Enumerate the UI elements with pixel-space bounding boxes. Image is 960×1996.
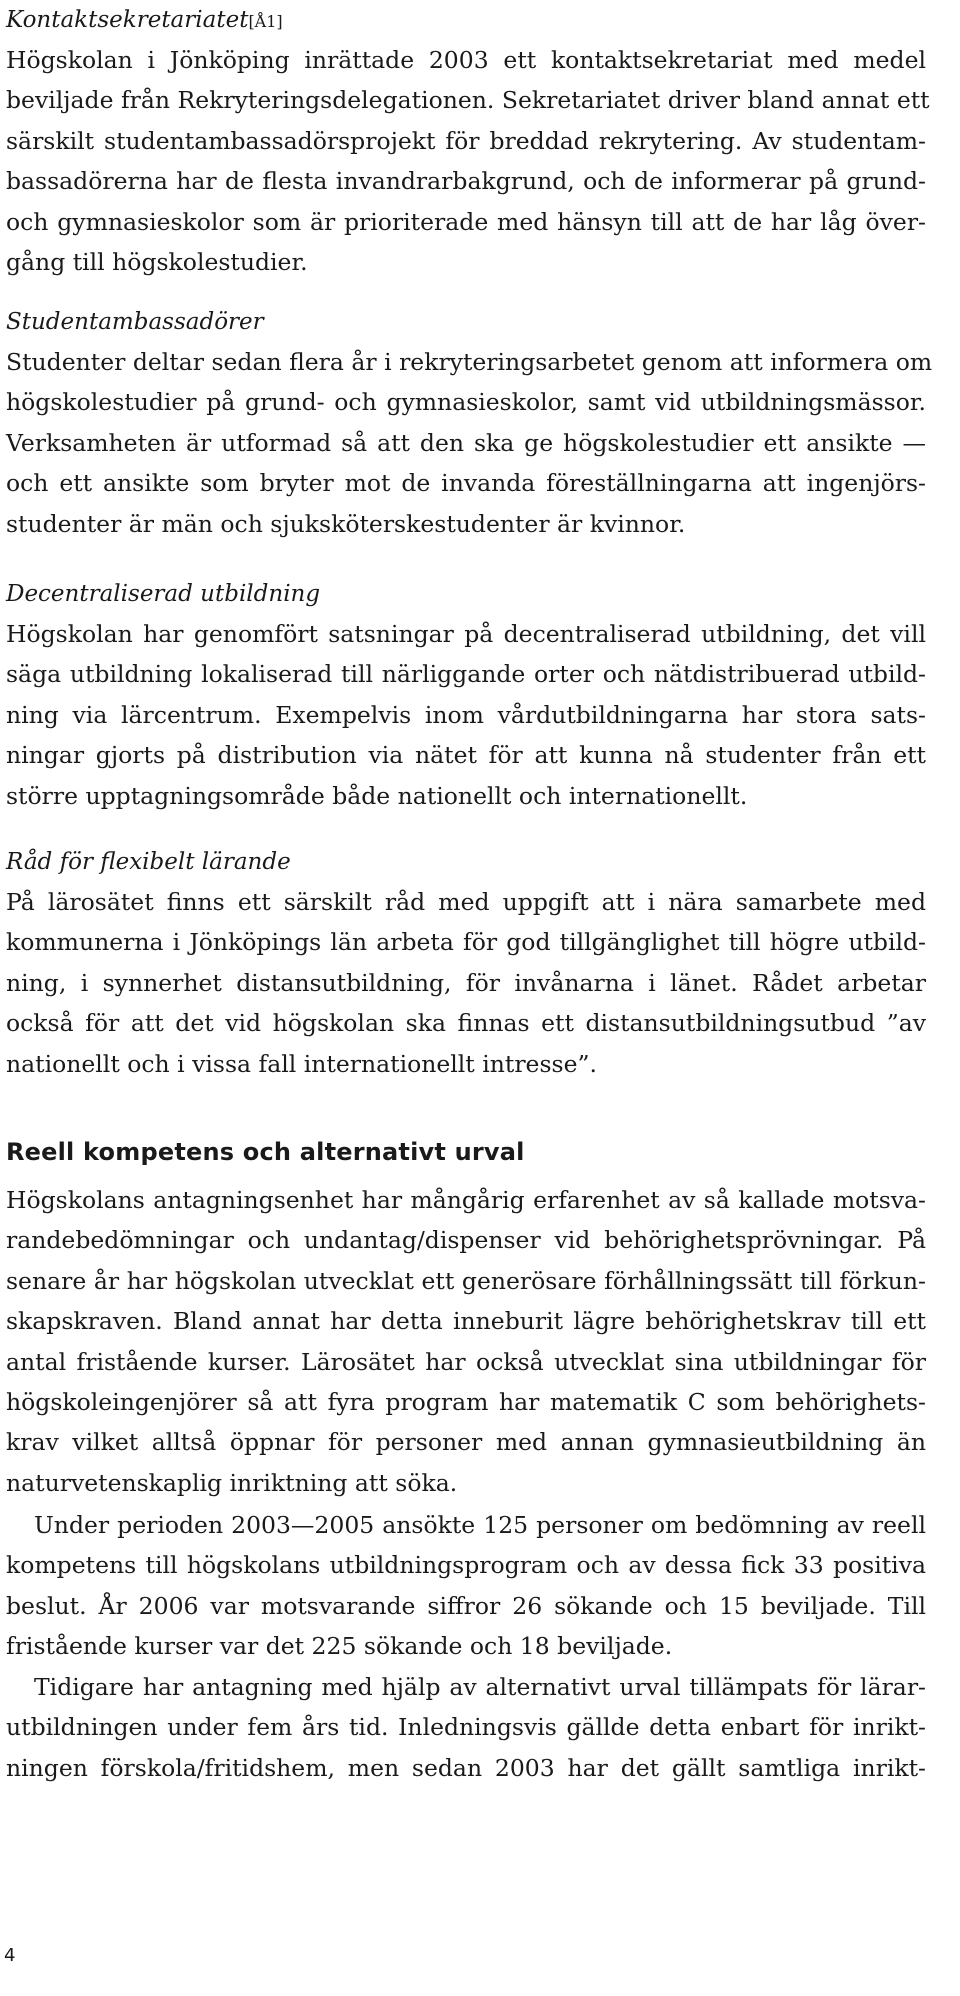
text-line: Högskolan har genomfört satsningar på decentraliserad utbildning, det vill <box>6 620 926 648</box>
text-line: beviljade från Rekryteringsdelegationen. Sekretariatet driver bland annat ett <box>6 86 930 115</box>
section-reell-kompetens <box>6 1132 926 1172</box>
text-line: säga utbildning lokaliserad till närliggande orter och nätdistribuerad utbild- <box>6 660 926 689</box>
text-line: Studenter deltar sedan flera år i rekryteringsarbetet genom att informera om <box>6 348 933 376</box>
text-line: också för att det vid högskolan ska finnas ett distansutbildningsutbud ”av <box>6 1009 926 1038</box>
text-line: högskoleingenjörer så att fyra program har matematik C som behörighets- <box>6 1387 926 1416</box>
comment-marker: [Å1] <box>248 12 283 31</box>
text-line: kommunerna i Jönköpings län arbeta för god tillgänglighet till högre utbild- <box>6 928 926 957</box>
text-line: ningen förskola/fritidshem, men sedan 2003 har det gällt samtliga inrikt- <box>6 1753 926 1782</box>
text-line: gång till högskolestudier. <box>6 247 308 276</box>
text-line: studenter är män och sjuksköterskestudenter är kvinnor. <box>6 509 686 538</box>
text-line: och gymnasieskolor som är prioriterade med hänsyn till att de har låg över- <box>6 207 926 236</box>
text-line: ning, i synnerhet distansutbildning, för invånarna i länet. Rådet arbetar <box>6 968 926 997</box>
text-line: beslut. År 2006 var motsvarande siffror 26 sökande och 15 beviljade. Till <box>6 1591 926 1620</box>
text-line: ning via lärcentrum. Exempelvis inom vårdutbildningarna har stora sats- <box>6 700 926 729</box>
page-number: 4 <box>4 1945 16 1966</box>
text-line: skapskraven. Bland annat har detta inneburit lägre behörighetskrav till ett <box>6 1307 926 1336</box>
section-heading: Decentraliserad utbildning <box>6 581 321 607</box>
text-line: kompetens till högskolans utbildningsprogram och av dessa fick 33 positiva <box>6 1551 926 1580</box>
section-decentraliserad-utbildning <box>6 574 926 816</box>
text-line: randebedömningar och undantag/dispenser vid behörighetsprövningar. På <box>6 1226 926 1255</box>
text-line: Högskolans antagningsenhet har mångårig erfarenhet av så kallade motsva- <box>6 1186 926 1214</box>
text-line: antal fristående kurser. Lärosätet har också utvecklat sina utbildningar för <box>6 1347 926 1376</box>
text-line: På lärosätet finns ett särskilt råd med uppgift att i nära samarbete med <box>6 888 926 916</box>
text-line: bassadörerna har de flesta invandrarbakgrund, och de informerar på grund- <box>6 167 926 196</box>
section-heading: Studentambassadörer <box>6 309 264 335</box>
section-title: Reell kompetens och alternativt urval <box>6 1138 525 1166</box>
text-line: fristående kurser var det 225 sökande och 18 beviljade. <box>6 1632 673 1661</box>
text-line: utbildningen under fem års tid. Inledningsvis gällde detta enbart för inrikt- <box>6 1713 926 1742</box>
section-kontaktsekretariatet <box>6 0 930 282</box>
section-heading: Råd för flexibelt lärande <box>6 849 291 875</box>
text-line: senare år har högskolan utvecklat ett generösare förhållningssätt till förkun- <box>6 1266 926 1295</box>
text-line: ningar gjorts på distribution via nätet för att kunna nå studenter från ett <box>6 741 926 770</box>
text-line: större upptagningsområde både nationellt och internationellt. <box>6 781 748 810</box>
paragraph-3 <box>6 1667 926 1788</box>
section-rad-for-flexibelt-larande <box>6 842 926 1084</box>
text-line: nationellt och i vissa fall internationellt intresse”. <box>6 1049 597 1078</box>
section-heading <box>6 0 926 40</box>
text-line: högskolestudier på grund- och gymnasieskolor, samt vid utbildningsmässor. <box>6 388 926 417</box>
text-line: och ett ansikte som bryter mot de invanda föreställningarna att ingenjörs- <box>6 469 926 498</box>
section-studentambassadorer <box>6 302 933 544</box>
text-line: Tidigare har antagning med hjälp av alternativt urval tillämpats för lärar- <box>34 1673 926 1701</box>
text-line: Under perioden 2003—2005 ansökte 125 personer om bedömning av reell <box>34 1511 926 1539</box>
heading-text: Kontaktsekretariatet <box>6 7 249 33</box>
text-line: krav vilket alltså öppnar för personer med annan gymnasieutbildning än <box>6 1428 926 1457</box>
paragraph-1 <box>6 1180 926 1503</box>
paragraph-2 <box>6 1505 926 1667</box>
text-line: Verksamheten är utformad så att den ska ge högskolestudier ett ansikte — <box>6 428 926 457</box>
text-line: naturvetenskaplig inriktning att söka. <box>6 1468 458 1497</box>
text-line: särskilt studentambassadörsprojekt för breddad rekrytering. Av studentam- <box>6 126 926 155</box>
text-line: Högskolan i Jönköping inrättade 2003 ett kontaktsekretariat med medel <box>6 46 926 74</box>
